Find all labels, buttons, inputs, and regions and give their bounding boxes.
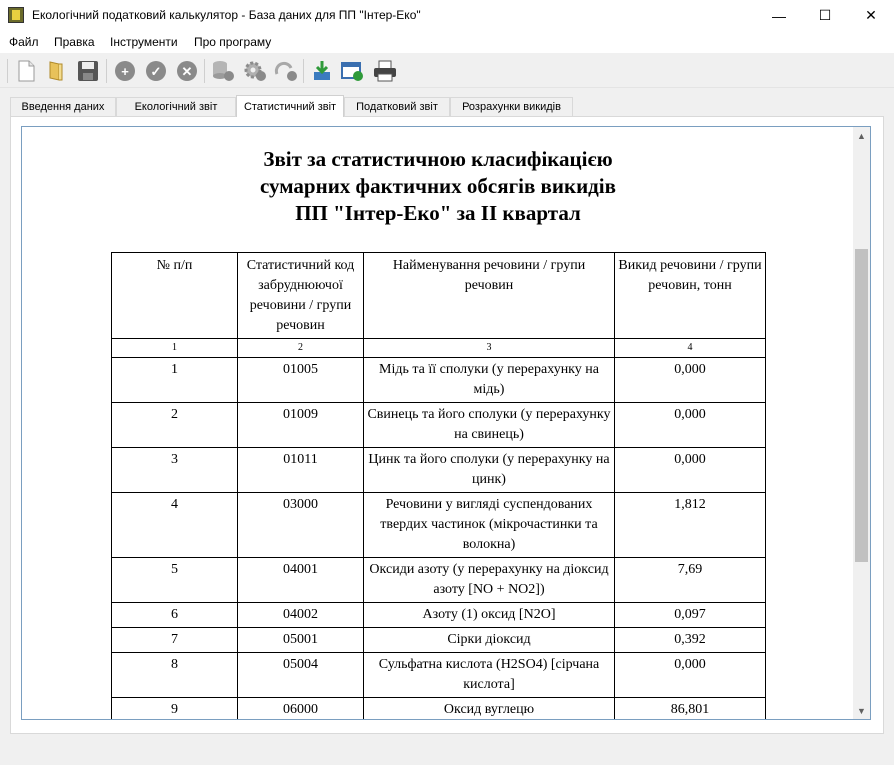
add-icon[interactable]: + xyxy=(113,59,137,83)
tab-statistical-report[interactable]: Статистичний звіт xyxy=(236,95,344,117)
save-icon[interactable] xyxy=(76,59,100,83)
title-bar xyxy=(0,0,894,31)
cell-code: 04001 xyxy=(238,558,364,603)
cell-code: 05001 xyxy=(238,628,364,653)
cell-n: 3 xyxy=(112,448,238,493)
close-button[interactable]: ✕ xyxy=(865,7,877,23)
cell-name: Оксид вуглецю xyxy=(364,698,615,721)
scroll-up-button[interactable]: ▲ xyxy=(857,130,866,141)
cell-n: 5 xyxy=(112,558,238,603)
table-row xyxy=(112,653,766,698)
menu-tools[interactable]: Інструменти xyxy=(110,35,178,49)
menu-about[interactable]: Про програму xyxy=(194,35,272,49)
database-add-icon[interactable] xyxy=(211,59,235,83)
cell-name: Речовини у вигляді суспендованих твердих частинок (мікрочастинки та волокна) xyxy=(364,493,615,558)
cell-value: 0,000 xyxy=(615,653,766,698)
toolbar xyxy=(0,53,894,88)
cell-n: 9 xyxy=(112,698,238,721)
table-row xyxy=(112,403,766,448)
window-title: Екологічний податковий калькулятор - База даних для ПП "Інтер-Еко" xyxy=(32,8,421,22)
cell-name: Мідь та її сполуки (у перерахунку на мідь) xyxy=(364,358,615,403)
tab-emissions-calc[interactable]: Розрахунки викидів xyxy=(450,97,573,116)
table-row xyxy=(112,558,766,603)
menu-edit[interactable]: Правка xyxy=(54,35,95,49)
cell-value: 0,000 xyxy=(615,358,766,403)
report-table xyxy=(111,252,766,720)
report-title-line: ПП "Інтер-Еко" за II квартал xyxy=(295,201,581,225)
column-header: Викид речовини / групи речовин, тонн xyxy=(615,253,766,339)
cell-code: 03000 xyxy=(238,493,364,558)
new-file-icon[interactable] xyxy=(14,59,38,83)
cell-value: 0,000 xyxy=(615,448,766,493)
cell-name: Сульфатна кислота (H2SO4) [сірчана кислота] xyxy=(364,653,615,698)
cell-value: 0,392 xyxy=(615,628,766,653)
cell-code: 01005 xyxy=(238,358,364,403)
table-header-row xyxy=(112,253,766,339)
toolbar-separator xyxy=(303,59,304,83)
column-number: 4 xyxy=(615,339,766,358)
cell-name: Сірки діоксид xyxy=(364,628,615,653)
cell-name: Свинець та його сполуки (у перерахунку на свинець) xyxy=(364,403,615,448)
column-number: 1 xyxy=(112,339,238,358)
cell-value: 86,801 xyxy=(615,698,766,721)
cell-name: Цинк та його сполуки (у перерахунку на цинк) xyxy=(364,448,615,493)
table-row xyxy=(112,493,766,558)
cell-code: 05004 xyxy=(238,653,364,698)
report-viewer[interactable] xyxy=(21,126,871,720)
export-icon[interactable] xyxy=(341,59,365,83)
cell-n: 6 xyxy=(112,603,238,628)
minimize-button[interactable]: — xyxy=(772,7,786,24)
column-header: № п/п xyxy=(112,253,238,339)
column-number: 3 xyxy=(364,339,615,358)
column-number: 2 xyxy=(238,339,364,358)
link-add-icon[interactable] xyxy=(274,59,298,83)
import-icon[interactable] xyxy=(310,59,334,83)
maximize-button[interactable]: ☐ xyxy=(818,7,832,23)
scroll-thumb[interactable] xyxy=(855,249,868,562)
toolbar-separator xyxy=(7,59,8,83)
table-row xyxy=(112,603,766,628)
menu-file[interactable]: Файл xyxy=(9,35,39,49)
table-row xyxy=(112,628,766,653)
table-row xyxy=(112,358,766,403)
report-title xyxy=(22,146,854,227)
toolbar-separator xyxy=(106,59,107,83)
cell-n: 8 xyxy=(112,653,238,698)
print-icon[interactable] xyxy=(373,59,397,83)
toolbar-separator xyxy=(204,59,205,83)
open-folder-icon[interactable] xyxy=(44,59,68,83)
cell-code: 01009 xyxy=(238,403,364,448)
cell-code: 06000 xyxy=(238,698,364,721)
cell-code: 01011 xyxy=(238,448,364,493)
menu-bar xyxy=(0,31,894,53)
tab-ecological-report[interactable]: Екологічний звіт xyxy=(116,97,236,116)
cell-value: 0,000 xyxy=(615,403,766,448)
table-row xyxy=(112,698,766,721)
column-number-row xyxy=(112,339,766,358)
delete-icon[interactable]: ✕ xyxy=(175,59,199,83)
report-title-line: сумарних фактичних обсягів викидів xyxy=(260,174,616,198)
cell-n: 1 xyxy=(112,358,238,403)
tab-tax-report[interactable]: Податковий звіт xyxy=(344,97,450,116)
cell-name: Оксиди азоту (у перерахунку на діоксид азоту [NO + NO2]) xyxy=(364,558,615,603)
cell-code: 04002 xyxy=(238,603,364,628)
report-page xyxy=(22,127,854,720)
cell-value: 0,097 xyxy=(615,603,766,628)
cell-n: 7 xyxy=(112,628,238,653)
cell-n: 4 xyxy=(112,493,238,558)
vertical-scrollbar[interactable] xyxy=(853,127,870,719)
cell-n: 2 xyxy=(112,403,238,448)
column-header: Найменування речовини / групи речовин xyxy=(364,253,615,339)
report-title-line: Звіт за статистичною класифікацією xyxy=(263,147,613,171)
table-row xyxy=(112,448,766,493)
settings-add-icon[interactable] xyxy=(243,59,267,83)
scroll-down-button[interactable]: ▼ xyxy=(857,705,866,716)
cell-name: Азоту (1) оксид [N2O] xyxy=(364,603,615,628)
app-icon xyxy=(8,7,24,23)
column-header: Статистичний код забруднюючої речовини / групи речовин xyxy=(238,253,364,339)
confirm-icon[interactable]: ✓ xyxy=(144,59,168,83)
tab-data-entry[interactable]: Введення даних xyxy=(10,97,116,116)
status-bar xyxy=(0,742,894,765)
cell-value: 7,69 xyxy=(615,558,766,603)
cell-value: 1,812 xyxy=(615,493,766,558)
